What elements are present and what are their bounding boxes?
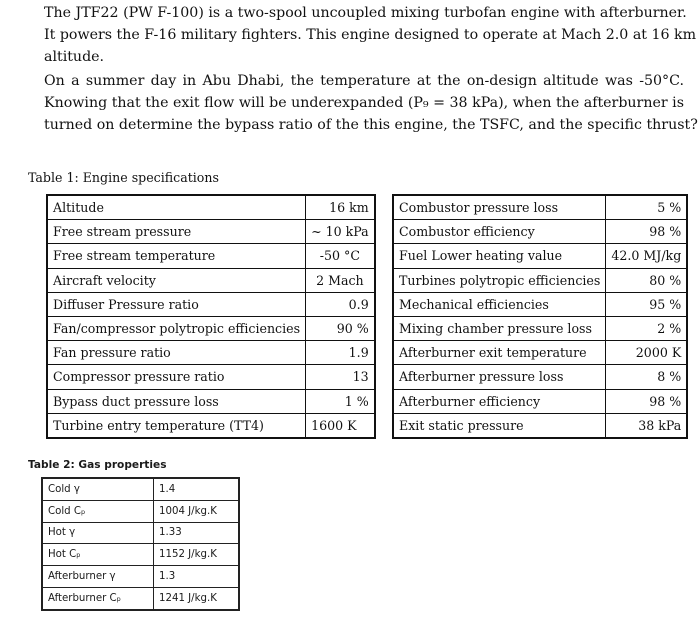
table-row	[42, 522, 239, 544]
row-label: Aircraft velocity	[47, 268, 306, 292]
row-value: 80 %	[606, 268, 687, 292]
row-value: 1.4	[154, 478, 240, 500]
row-label: Cold Cₚ	[42, 500, 154, 522]
row-label: Fan pressure ratio	[47, 341, 306, 365]
row-label: Exit static pressure	[393, 413, 606, 438]
engine-specs-table-left	[46, 194, 376, 439]
text-line: altitude.	[44, 49, 105, 65]
table-row	[47, 195, 375, 220]
table-row	[42, 544, 239, 566]
table-row	[47, 365, 375, 389]
row-value: 1.33	[154, 522, 240, 544]
row-value: 5 %	[606, 195, 687, 220]
table-row	[47, 413, 375, 438]
row-value: 1 %	[306, 389, 375, 413]
row-label: Afterburner Cₚ	[42, 587, 154, 609]
table2-caption: Table 2: Gas properties	[28, 459, 167, 471]
table-row	[393, 341, 687, 365]
row-label: Free stream pressure	[47, 220, 306, 244]
row-value: 13	[306, 365, 375, 389]
engine-specs-table-right	[392, 194, 688, 439]
table1-caption: Table 1: Engine specifications	[28, 170, 219, 185]
table-row	[393, 389, 687, 413]
row-value: 1241 J/kg.K	[154, 587, 240, 609]
table-row	[47, 292, 375, 316]
row-label: Bypass duct pressure loss	[47, 389, 306, 413]
table-row	[393, 195, 687, 220]
row-label: Combustor pressure loss	[393, 195, 606, 220]
table-row	[42, 500, 239, 522]
row-label: Fan/compressor polytropic efficiencies	[47, 316, 306, 340]
table-row	[393, 413, 687, 438]
row-label: Turbine entry temperature (TT4)	[47, 413, 306, 438]
row-value: 16 km	[306, 195, 375, 220]
row-value: 1.3	[154, 566, 240, 588]
text-line: turned on determine the bypass ratio of the this engine, the TSFC, and the specific thrust?	[44, 117, 698, 133]
row-value: 1600 K	[306, 413, 375, 438]
row-value: 1.9	[306, 341, 375, 365]
row-label: Afterburner efficiency	[393, 389, 606, 413]
table-row	[42, 587, 239, 609]
table-row	[42, 566, 239, 588]
row-label: Hot γ	[42, 522, 154, 544]
table-row	[47, 316, 375, 340]
row-label: Diffuser Pressure ratio	[47, 292, 306, 316]
row-value: 2 %	[606, 316, 687, 340]
row-label: Hot Cₚ	[42, 544, 154, 566]
text-line: It powers the F-16 military fighters. This engine designed to operate at Mach 2.0 at 16 km	[44, 27, 697, 43]
problem-paragraph-2	[44, 70, 698, 136]
row-label: Free stream temperature	[47, 244, 306, 268]
row-value: 95 %	[606, 292, 687, 316]
table-row	[393, 365, 687, 389]
row-value: 42.0 MJ/kg	[606, 244, 687, 268]
table-row	[47, 341, 375, 365]
table-row	[47, 220, 375, 244]
row-label: Afterburner pressure loss	[393, 365, 606, 389]
row-label: Cold γ	[42, 478, 154, 500]
table-row	[393, 292, 687, 316]
text-line: Knowing that the exit flow will be underexpanded (P₉ = 38 kPa), when the afterburner is	[44, 95, 684, 111]
table-row	[47, 244, 375, 268]
row-value: 1004 J/kg.K	[154, 500, 240, 522]
row-label: Combustor efficiency	[393, 220, 606, 244]
table-row	[393, 220, 687, 244]
row-value: 1152 J/kg.K	[154, 544, 240, 566]
table-row	[393, 316, 687, 340]
row-label: Altitude	[47, 195, 306, 220]
row-label: Afterburner exit temperature	[393, 341, 606, 365]
table-row	[393, 244, 687, 268]
row-label: Mechanical efficiencies	[393, 292, 606, 316]
row-value: 2 Mach	[306, 268, 375, 292]
row-label: Mixing chamber pressure loss	[393, 316, 606, 340]
table-row	[42, 478, 239, 500]
table-row	[47, 389, 375, 413]
problem-paragraph-1	[44, 2, 697, 68]
row-value: 2000 K	[606, 341, 687, 365]
row-value: -50 °C	[306, 244, 375, 268]
table-row	[393, 268, 687, 292]
row-value: 90 %	[306, 316, 375, 340]
row-value: 38 kPa	[606, 413, 687, 438]
row-value: 98 %	[606, 220, 687, 244]
row-value: 8 %	[606, 365, 687, 389]
row-label: Fuel Lower heating value	[393, 244, 606, 268]
text-line: On a summer day in Abu Dhabi, the temperature at the on-design altitude was -50°C.	[44, 73, 684, 89]
row-value: ~ 10 kPa	[306, 220, 375, 244]
row-value: 98 %	[606, 389, 687, 413]
gas-properties-table	[41, 477, 240, 611]
table-row	[47, 268, 375, 292]
row-label: Turbines polytropic efficiencies	[393, 268, 606, 292]
text-line: The JTF22 (PW F-100) is a two-spool uncoupled mixing turbofan engine with afterburner.	[44, 5, 687, 21]
row-label: Compressor pressure ratio	[47, 365, 306, 389]
row-value: 0.9	[306, 292, 375, 316]
row-label: Afterburner γ	[42, 566, 154, 588]
